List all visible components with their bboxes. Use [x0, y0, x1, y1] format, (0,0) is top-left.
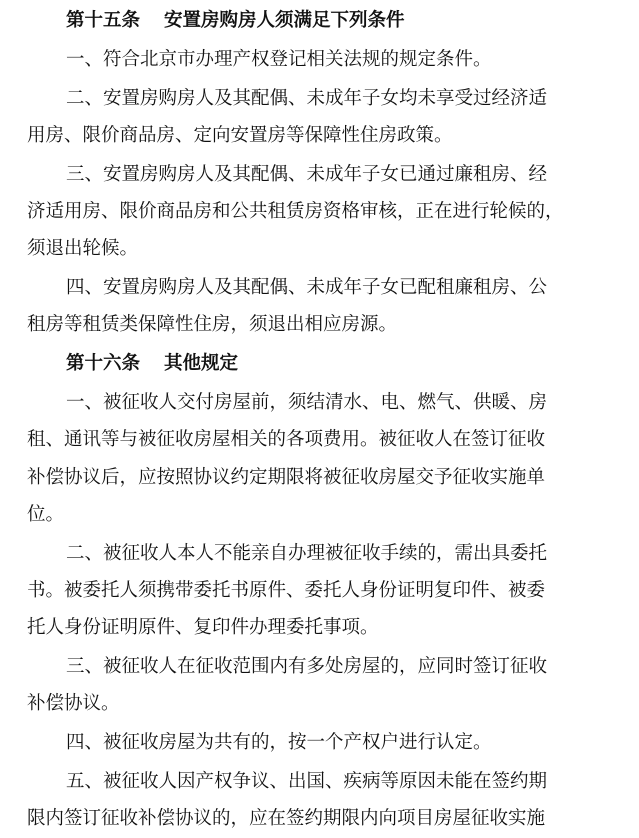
- article-15-item-4-line-2: 租房等租赁类保障性住房，须退出相应房源。: [27, 314, 398, 336]
- article-16-item-3-line-1: 三、被征收人在征收范围内有多处房屋的，应同时签订征收: [66, 656, 548, 678]
- article-16-heading: [27, 345, 617, 382]
- article-16-number: 第十六条: [66, 353, 141, 375]
- article-16-item-5-line-1: 五、被征收人因产权争议、出国、疾病等原因未能在签约期: [66, 770, 548, 792]
- article-16-item-5-line-2: 限内签订征收补偿协议的，应在签约期限内向项目房屋征收实施: [27, 808, 546, 830]
- article-15-item-4-line-1: 四、安置房购房人及其配偶、未成年子女已配租廉租房、公: [66, 277, 548, 299]
- article-16-item-2-line-2: 书。被委托人须携带委托书原件、委托人身份证明复印件、被委: [27, 579, 546, 601]
- article-16-item-4-line-1: 四、被征收房屋为共有的，按一个产权户进行认定。: [66, 732, 492, 754]
- article-16-item-2-line-3: 托人身份证明原件、复印件办理委托事项。: [27, 617, 379, 639]
- article-16-item-1-line-2: 租、通讯等与被征收房屋相关的各项费用。被征收人在签订征收: [27, 429, 546, 451]
- article-15-item-3-line-1: 三、安置房购房人及其配偶、未成年子女已通过廉租房、经: [66, 163, 548, 185]
- article-16-item-1-line-3: 补偿协议后，应按照协议约定期限将被征收房屋交予征收实施单: [27, 466, 546, 488]
- article-15-item-1-line-1: 一、符合北京市办理产权登记相关法规的规定条件。: [66, 48, 492, 70]
- article-16-title: 其他规定: [164, 353, 239, 375]
- article-15-heading: [27, 2, 617, 39]
- article-15-number: 第十五条: [66, 10, 141, 31]
- article-15-item-2-line-2: 用房、限价商品房、定向安置房等保障性住房政策。: [27, 124, 453, 146]
- article-16-item-1-line-4: 位。: [27, 503, 65, 525]
- article-16-item-2-line-1: 二、被征收人本人不能亲自办理被征收手续的，需出具委托: [66, 542, 548, 564]
- article-16-item-3-line-2: 补偿协议。: [27, 693, 120, 715]
- article-15-item-3-line-2: 济适用房、限价商品房和公共租赁房资格审核，正在进行轮候的，: [27, 200, 564, 222]
- article-15-title: 安置房购房人须满足下列条件: [164, 10, 405, 31]
- document-page: [27, 2, 617, 838]
- article-15-item-2-line-1: 二、安置房购房人及其配偶、未成年子女均未享受过经济适: [66, 87, 548, 109]
- article-16-item-1-line-1: 一、被征收人交付房屋前，须结清水、电、燃气、供暖、房: [66, 391, 548, 413]
- article-15-item-3-line-3: 须退出轮候。: [27, 238, 139, 260]
